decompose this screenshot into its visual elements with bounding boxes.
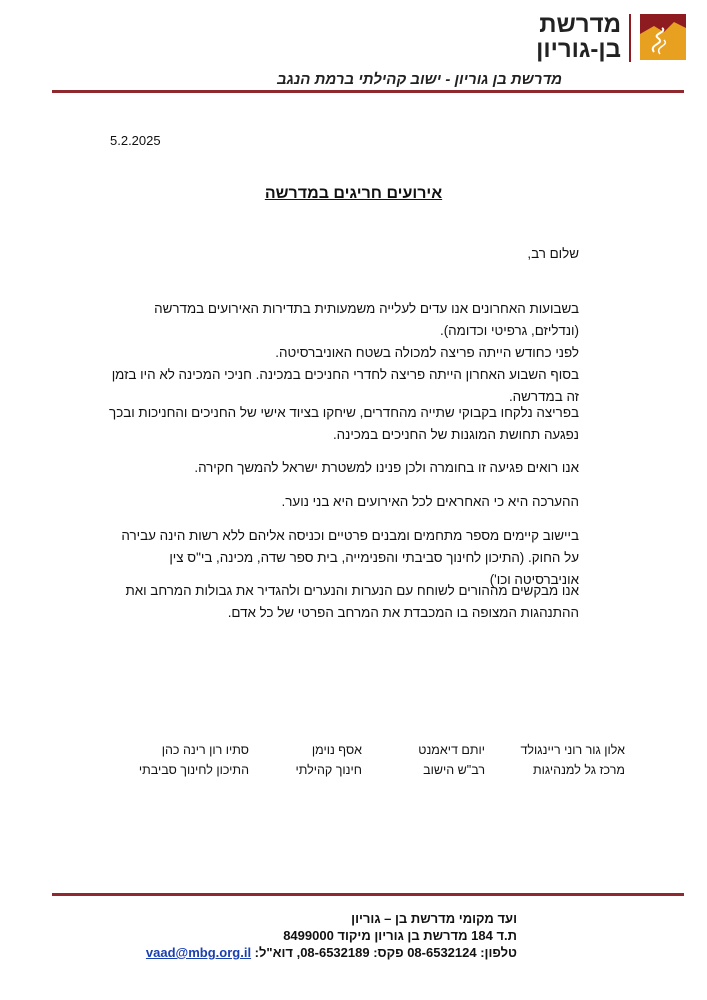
paragraph-1-line-1: בשבועות האחרונים אנו עדים לעלייה משמעותית בתדירות האירועים במדרשה (ונדליזם, גרפיטי וכדומה).	[154, 301, 579, 338]
signature-role: התיכון לחינוך סביבתי	[138, 763, 249, 777]
header-rule	[52, 90, 684, 93]
paragraph-3-line-1: אנו רואים פגיעה זו בחומרה ולכן פנינו למשטרת ישראל להמשך חקירה.	[194, 460, 579, 475]
footer-org-name: ועד מקומי מדרשת בן – גוריון	[351, 911, 517, 926]
paragraph-4-line-1: ההערכה היא כי האחראים לכל האירועים היא בני נוער.	[281, 494, 579, 509]
logo-wordmark	[536, 12, 621, 62]
paragraph-5-line-1: ביישוב קיימים מספר מתחמים ומבנים פרטיים וכניסה אליהם ללא רשות הינה עבירה על החוק. (התיכון לחינוך סביבתי והפנימייה, בית ספר שדה, מכינה, בי"ס צין אוניברסיטה וכו')	[121, 528, 579, 587]
signature-role: רב"ש הישוב	[423, 763, 485, 777]
paragraph-3	[109, 457, 579, 479]
signature-role: מרכז גל למנהיגות	[532, 763, 625, 777]
letter-date: 5.2.2025	[110, 133, 161, 148]
paragraph-6	[109, 580, 579, 624]
paragraph-6-line-1: אנו מבקשים מההורים לשוחח עם הנערות והנערים ולהגדיר את גבולות המרחב ואת ההתנהגות המצופה בו המכבדת את המרחב הפרטי של כל אדם.	[125, 583, 579, 620]
footer-email-link[interactable]: vaad@mbg.org.il	[145, 945, 252, 960]
signature-name: אסף נוימן	[311, 743, 362, 757]
header-subtitle: מדרשת בן גוריון - ישוב קהילתי ברמת הנגב	[277, 71, 562, 88]
footer-address: ת.ד 184 מדרשת בן גוריון מיקוד 8499000	[283, 928, 517, 943]
footer-rule	[52, 893, 684, 896]
paragraph-2	[109, 402, 579, 446]
logo-line-2: בן-גוריון	[536, 36, 621, 63]
signature-name: סתיו רון רינה כהן	[161, 743, 249, 757]
logo-line-1: מדרשת	[539, 11, 621, 38]
logo-emblem	[640, 14, 686, 60]
paragraph-2-line-1: בפריצה נלקחו בקבוקי שתייה מהחדרים, שיחקו בציוד אישי של החניכים והחניכות ובכך נפגעה תחושת המוגנות של החניכים במכינה.	[109, 405, 579, 442]
signature-name: אלון גור רוני ריינגולד	[520, 743, 625, 757]
paragraph-1-line-2: לפני כחודש הייתה פריצה למכולה בשטח האוניברסיטה.	[275, 345, 579, 360]
signature-block	[295, 740, 362, 780]
greeting: שלום רב,	[527, 246, 579, 261]
paragraph-4	[109, 491, 579, 513]
footer-phone-line	[146, 944, 517, 961]
signature-role: חינוך קהילתי	[295, 763, 362, 777]
paragraph-1-line-3: בסוף השבוע האחרון הייתה פריצה לחדרי החניכים במכינה. חניכי המכינה לא היו בזמן זה במדרשה.	[111, 367, 579, 404]
signature-block	[139, 740, 249, 780]
letter-title: אירועים חריגים במדרשה	[264, 185, 443, 202]
logo-swirl-icon	[640, 14, 686, 60]
signature-block	[521, 740, 626, 780]
footer-contact	[146, 910, 517, 961]
footer-phone-fax: טלפון: 08-6532124 פקס: 08-6532189, דוא"ל:	[251, 945, 517, 960]
signature-name: יותם דיאמנט	[418, 743, 485, 757]
paragraph-1	[109, 298, 579, 408]
logo-divider	[629, 14, 631, 62]
signature-block	[418, 740, 485, 780]
